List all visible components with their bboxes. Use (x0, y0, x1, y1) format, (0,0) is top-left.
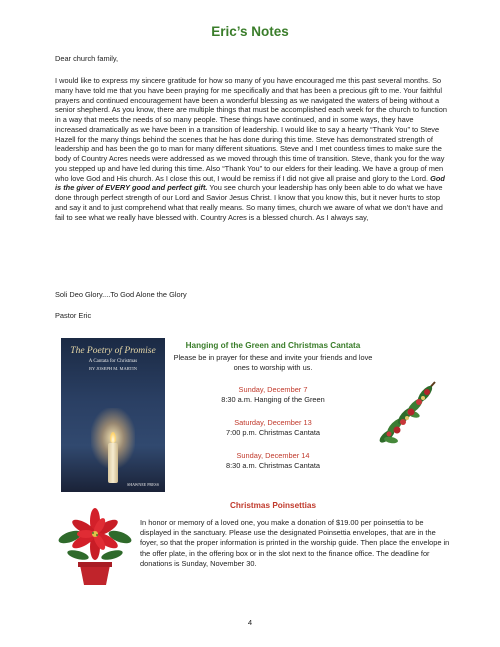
event-date: Saturday, December 13 (234, 418, 312, 427)
poinsettia-title: Christmas Poinsettias (230, 501, 316, 510)
cantata-title: Hanging of the Green and Christmas Cantata (185, 341, 361, 350)
poinsettia-text: In honor or memory of a loved one, you make a donation of $19.00 per poinsettia to be displayed in the sanctuary. Please use the designated Poinsettia envelopes, that are in the foyer, so that the proper information is printed in the worship guide. Then place the envelope in the offer plate, in the offering box or in the slot next to the finance office. The deadline for donations is Sunday, November 30. (140, 518, 450, 568)
event-detail: 8:30 a.m. Hanging of the Green (221, 395, 325, 404)
candle-icon (108, 443, 118, 483)
book-publisher: SHAWNEE PRESS (126, 482, 159, 487)
book-title: The Poetry of Promise (70, 346, 156, 356)
cantata-book-cover (61, 338, 165, 492)
event-detail: 7:00 p.m. Christmas Cantata (225, 428, 321, 437)
event-item (168, 418, 378, 438)
letter-body-part1: I would like to express my sincere gratitude for how so many of you have encouraged me this past several months. So many have told me that you have been praying for me specifically and that has been a precious gift to me. Your faithful prayers and continued encouragement have been a wonderful blessing as we navigated the waters of being without a senior shepherd. As you know, there are multiple things that must be accomplished each week for the church to function in a way that meets the needs of so many people. These things have continued, and in some ways, they have increased dramatically as we have been in a transition of leadership. I would like to say a hearty “Thank You” to Steve Hazell for the many things behind the scenes that he has done during this time. Steve has demonstrated strength of leadership and has been the go to man for many different situations. Steve and I met countless times to make sure the body of Country Acres needs were addressed as we moved through this time of transition. Steve, thank you for the way you stepped up and have led during this time. Also “Thank You” to our elders for their leading. We have a group of men who love God and His church. As I close this out, I would be remiss if I did not give all praise and glory to the Lord. (55, 76, 447, 183)
page-number: 4 (247, 618, 253, 627)
letter-body (55, 76, 447, 222)
book-author: BY JOSEPH M. MARTIN (88, 366, 138, 371)
closing-line: Soli Deo Glory....To God Alone the Glory (55, 290, 187, 299)
book-subtitle: A Cantata for Christmas (88, 359, 138, 364)
event-date: Sunday, December 7 (238, 385, 308, 394)
event-item (168, 385, 378, 405)
poinsettia-plant-icon (58, 507, 132, 587)
event-item (168, 451, 378, 471)
signature: Pastor Eric (55, 311, 92, 320)
letter-greeting: Dear church family, (55, 54, 119, 63)
event-detail: 8:30 a.m. Christmas Cantata (225, 461, 321, 470)
letter-body-part2: You see church your leadership has only been able to do what we have done through perfect strength of our Lord and Savior Jesus Christ. I know that you know this, but it never hurts to stop and say it and to just comprehend what that really means. So many times, church we aware of what we don’t have and fail to see what we really have blessed with. Country Acres is a blessed church. As I always say, (55, 183, 443, 222)
event-date: Sunday, December 14 (236, 451, 310, 460)
letter-body-emphasis: God is the giver of EVERY good and perfect gift. (55, 173, 445, 193)
christmas-garland-icon (373, 372, 443, 452)
cantata-description: Please be in prayer for these and invite your friends and love ones to worship with us. (173, 353, 373, 372)
candle-flame-icon (110, 432, 116, 443)
page-title: Eric’s Notes (211, 24, 289, 39)
